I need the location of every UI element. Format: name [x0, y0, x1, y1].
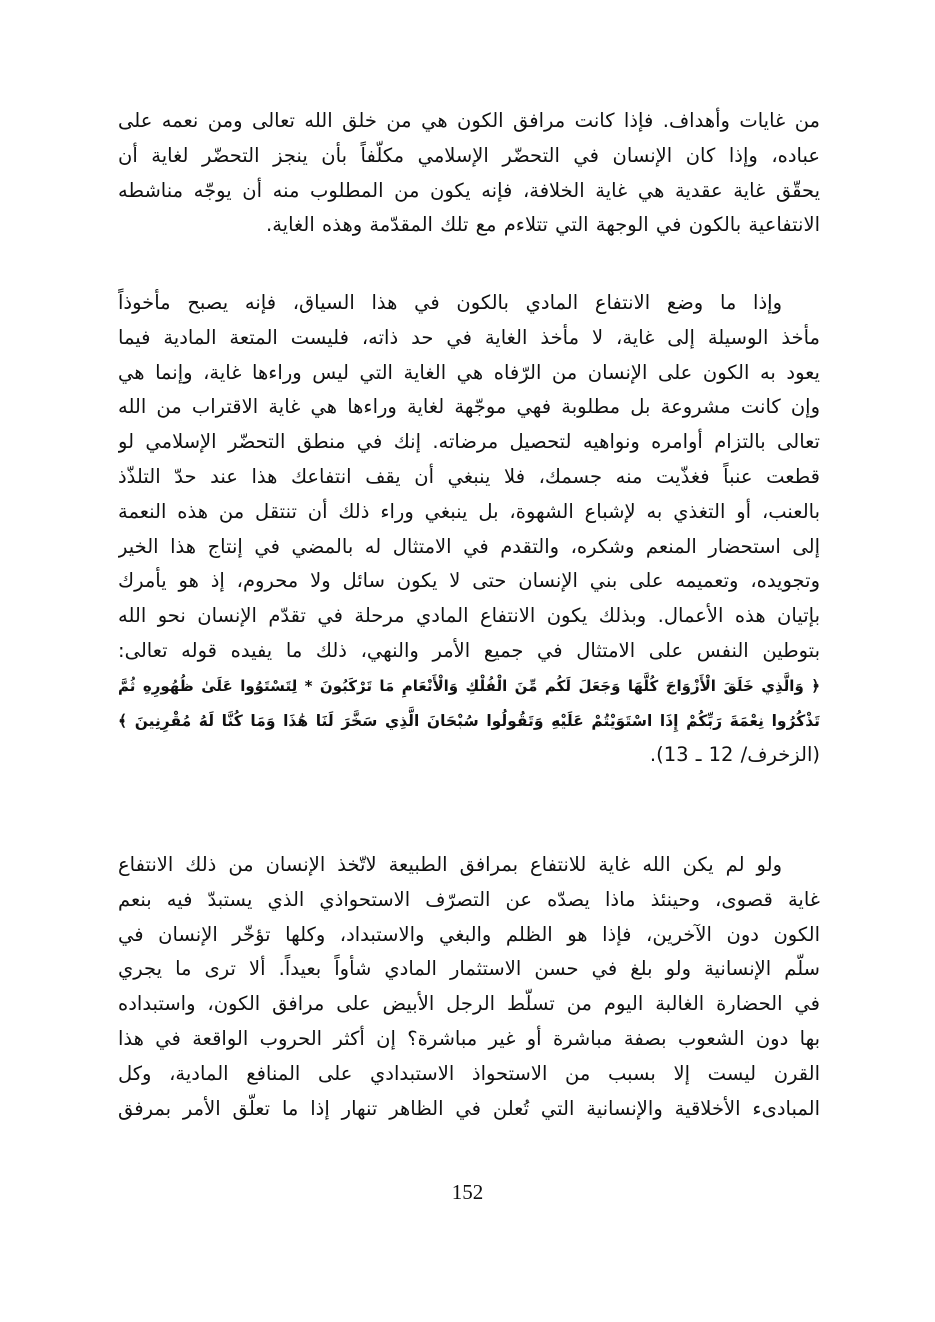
text-line: في الحضارة الغالبة اليوم من تسلّط الرجل الأبيض على مرافق الكون، واستبداده — [118, 992, 820, 1016]
text-line: الكون دون الآخرين، فإذا هو الظلم والبغي والاستبداد، وكلها تؤخّر الإنسان في — [118, 922, 820, 946]
paragraph-3 — [118, 848, 820, 1126]
text-line: ولو لم يكن الله غاية للانتفاع بمرافق الطبيعة لاتّخذ الإنسان من ذلك الانتفاع — [118, 853, 782, 876]
text-line: بالعنب، أو التغذي به لإشباع الشهوة، بل ينبغي وراء ذلك أن تنتقل من هذه النعمة — [118, 499, 820, 523]
text-line: وإن كانت مشروعة بل مطلوبة فهي موجّهة لغاية وراءها هي غاية الاقتراب من الله — [118, 395, 820, 419]
text-line: غاية قصوى، وحينئذ ماذا يصدّه عن التصرّف الاستحواذي الذي يستبدّ فيه بنعم — [118, 887, 820, 911]
text-line: بإتيان هذه الأعمال. وبذلك يكون الانتفاع المادي مرحلة في تقدّم الإنسان نحو الله — [118, 604, 820, 628]
text-line: سلّم الإنسانية ولو بلغ في حسن الاستثمار المادي شأواً بعيداً. ألا ترى ما يجري — [118, 957, 820, 981]
paragraph-1 — [118, 104, 820, 243]
text-line: عباده، وإذا كان الإنسان في التحضّر الإسلامي مكلّفاً بأن ينجز التحضّر لغاية أن — [118, 143, 820, 167]
text-line: بتوطين النفس على الامتثال في جميع الأمر والنهي، ذلك ما يفيده قوله تعالى: — [118, 638, 820, 662]
text-line: يعود به الكون على الإنسان من الرّفاه هي الغاية التي ليس وراءها غاية، وإنما هي — [118, 360, 820, 384]
paragraph-2 — [118, 286, 820, 773]
quran-verse-line: تَذْكُرُوا نِعْمَةَ رَبِّكُمْ إِذَا اسْتَوَيْتُمْ عَلَيْهِ وَتَقُولُوا سُبْحَانَ الَّذِي سَخَّرَ لَنَا هَٰذَا وَمَا كُنَّا لَهُ مُقْرِنِينَ ﴾ — [118, 711, 820, 730]
text-line: تعالى بالتزام أوامره ونواهيه لتحصيل مرضاته. إنك في منطق التحضّر الإسلامي لو — [118, 430, 820, 454]
text-line: إلى استحضار المنعم وشكره، والتقدم في الامتثال له بالمضي في إنتاج هذا الخير — [118, 534, 820, 558]
verse-citation: (الزخرف/ 12 ـ 13). — [649, 743, 820, 767]
page-number: 152 — [451, 1180, 484, 1204]
text-line: القرن ليست إلا بسبب من الاستحواذ الاستبدادي على المنافع المادية، وكل — [118, 1061, 820, 1085]
text-line: الانتفاعية بالكون في الوجهة التي تتلاءم مع تلك المقدّمة وهذه الغاية. — [266, 213, 820, 237]
text-line: وتجويده، وتعميمه على بني الإنسان حتى لا يكون سائل ولا محروم، إذ هو يأمرك — [118, 569, 820, 593]
text-line: قطعت عنباً فغذّيت منه جسمك، فلا ينبغي أن يقف انتفاعك هذا عند حدّ التلذّذ — [118, 464, 820, 488]
quran-verse-line: ﴿ وَالَّذِي خَلَقَ الْأَزْوَاجَ كُلَّهَا وَجَعَلَ لَكُم مِّنَ الْفُلْكِ وَالْأَنْعَامِ مَا تَرْكَبُونَ * لِتَسْتَوُوا عَلَىٰ ظُهُورِهِ ثُمَّ — [118, 676, 820, 695]
text-line: المبادىء الأخلاقية والإنسانية التي تُعلن في الظاهر تنهار إذا ما تعلّق الأمر بمرفق — [118, 1096, 820, 1120]
text-line: وإذا ما وضع الانتفاع المادي بالكون في هذا السياق، فإنه يصبح مأخوذاً — [118, 291, 782, 314]
text-line: مأخذ الوسيلة إلى غاية، لا مأخذ الغاية في حد ذاته، فليست المتعة المادية فيما — [118, 325, 820, 349]
text-line: يحقّق غاية عقدية هي غاية الخلافة، فإنه يكون من المطلوب منه أن يوجّه مناشطه — [118, 178, 820, 202]
text-line: بها دون الشعوب بصفة مباشرة أو غير مباشرة؟ إن أكثر الحروب الواقعة في هذا — [118, 1026, 820, 1050]
text-line: من غايات وأهداف. فإذا كانت مرافق الكون هي من خلق الله تعالى ومن نعمه على — [118, 109, 820, 132]
